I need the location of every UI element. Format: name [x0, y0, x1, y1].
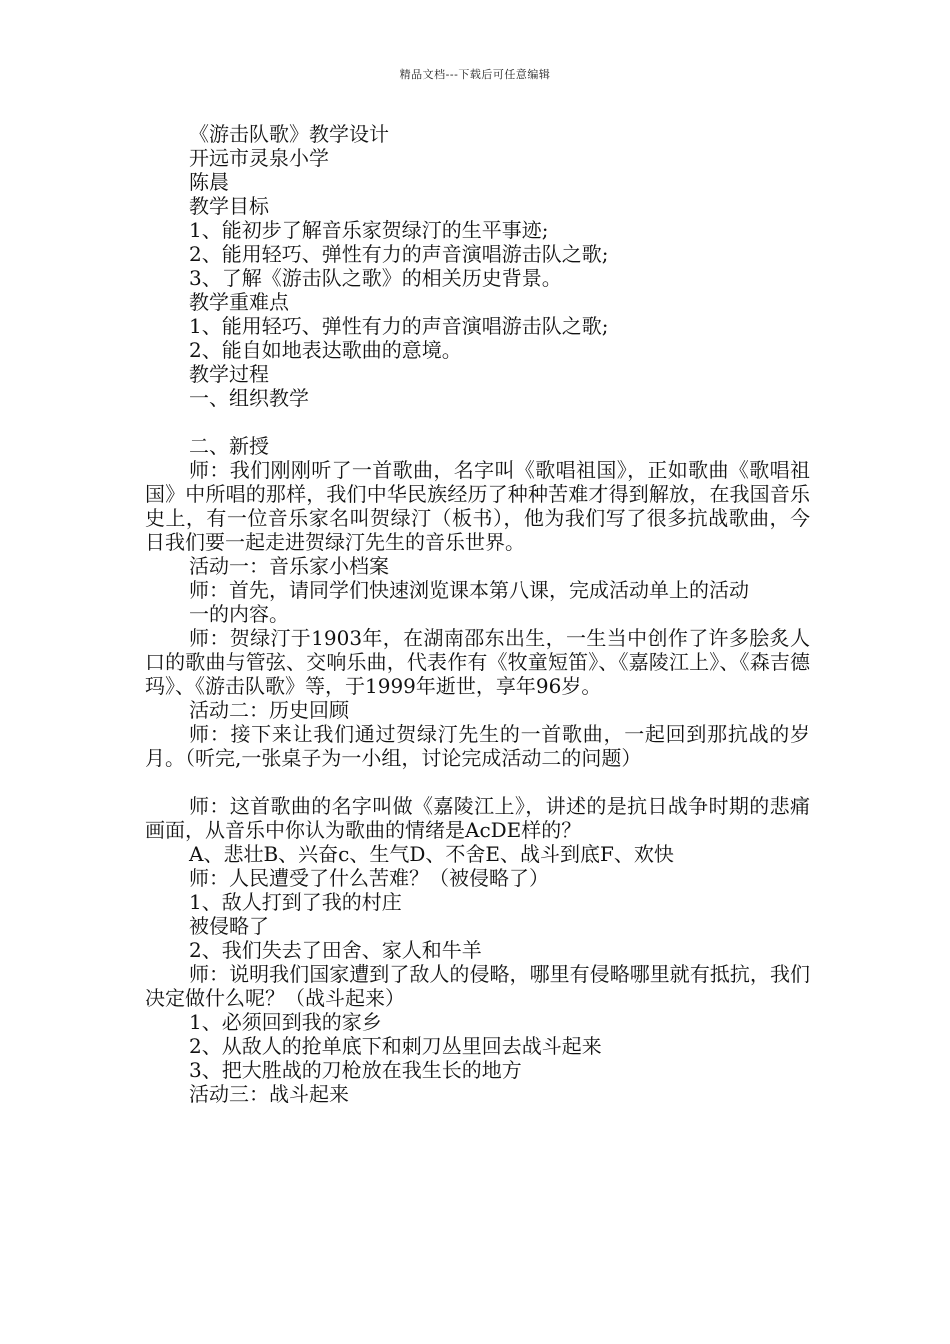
document-title: 《游击队歌》教学设计 [189, 122, 389, 146]
list-item: 被侵略了 [189, 914, 269, 938]
key-point-item: 2、能自如地表达歌曲的意境。 [189, 338, 462, 362]
objective-item: 1、能初步了解音乐家贺绿汀的生平事迹; [189, 218, 549, 242]
activity-heading: 活动二：历史回顾 [189, 698, 349, 722]
list-item: 2、我们失去了田舍、家人和牛羊 [189, 938, 482, 962]
body-paragraph: 师：接下来让我们通过贺绿汀先生的一首歌曲，一起回到那抗战的岁月。（听完,一张桌子为一小组，讨论完成活动二的问题） [145, 722, 810, 770]
body-paragraph: 师：我们刚刚听了一首歌曲，名字叫《歌唱祖国》，正如歌曲《歌唱祖国》中所唱的那样，我们中华民族经历了种种苦难才得到解放，在我国音乐史上，有一位音乐家名叫贺绿汀（板书），他为我们写了很多抗战歌曲，今日我们要一起走进贺绿汀先生的音乐世界。 [145, 458, 810, 554]
section-heading-key-points: 教学重难点 [189, 290, 289, 314]
body-paragraph: 师：首先，请同学们快速浏览课本第八课，完成活动单上的活动 [189, 578, 749, 602]
section-heading-process: 教学过程 [189, 362, 269, 386]
process-step-heading: 二、新授 [189, 434, 269, 458]
blank-line [145, 770, 810, 794]
author-name: 陈晨 [189, 170, 229, 194]
list-item: 1、敌人打到了我的村庄 [189, 890, 402, 914]
body-paragraph: 师：说明我们国家遭到了敌人的侵略，哪里有侵略哪里就有抵抗，我们决定做什么呢？（战斗起来） [145, 962, 810, 1010]
list-item: 1、必须回到我的家乡 [189, 1010, 382, 1034]
body-paragraph: 师：贺绿汀于1903年，在湖南邵东出生，一生当中创作了许多脍炙人口的歌曲与管弦、交响乐曲，代表作有《牧童短笛》、《嘉陵江上》、《森吉德玛》、《游击队歌》等，于1999年逝世，享年96岁。 [145, 626, 810, 698]
list-item: 3、把大胜战的刀枪放在我生长的地方 [189, 1058, 522, 1082]
section-heading-objectives: 教学目标 [189, 194, 269, 218]
body-paragraph: 一的内容。 [189, 602, 289, 626]
school-name: 开远市灵泉小学 [189, 146, 329, 170]
body-paragraph: 师：人民遭受了什么苦难？（被侵略了） [189, 866, 549, 890]
blank-line [145, 410, 810, 434]
objective-item: 2、能用轻巧、弹性有力的声音演唱游击队之歌; [189, 242, 609, 266]
activity-heading: 活动一：音乐家小档案 [189, 554, 389, 578]
objective-item: 3、了解《游击队之歌》的相关历史背景。 [189, 266, 562, 290]
choice-options: A、悲壮B、兴奋c、生气D、不舍E、战斗到底F、欢快 [189, 842, 674, 866]
key-point-item: 1、能用轻巧、弹性有力的声音演唱游击队之歌; [189, 314, 609, 338]
process-step-heading: 一、组织教学 [189, 386, 309, 410]
activity-heading: 活动三：战斗起来 [189, 1082, 349, 1106]
list-item: 2、从敌人的抢单底下和刺刀丛里回去战斗起来 [189, 1034, 602, 1058]
document-body [145, 122, 810, 1106]
body-paragraph: 师：这首歌曲的名字叫做《嘉陵江上》，讲述的是抗日战争时期的悲痛画面，从音乐中你认为歌曲的情绪是AcDE样的？ [145, 794, 810, 842]
page-header-note: 精品文档---下载后可任意编辑 [399, 68, 551, 81]
